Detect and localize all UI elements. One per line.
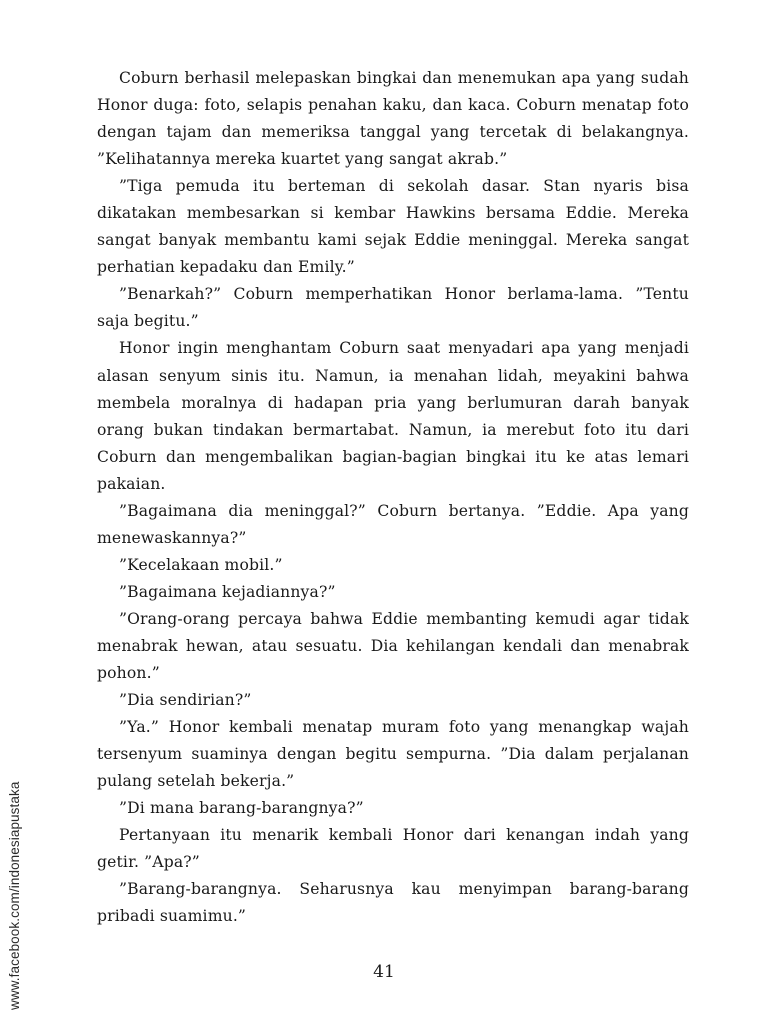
paragraph: Honor ingin menghantam Coburn saat menyadari apa yang menjadi alasan senyum sinis itu. Namun, ia menahan lidah, meyakini bahwa membela moralnya di hadapan pria yang berlumuran darah banyak orang bukan tindakan bermartabat. Namun, ia merebut foto itu dari Coburn dan mengembalikan bagian-bagian bingkai itu ke atas lemari pakaian. <box>97 339 689 493</box>
paragraph: ”Orang-orang percaya bahwa Eddie membanting kemudi agar tidak menabrak hewan, atau sesuatu. Dia kehilangan kendali dan menabrak pohon.” <box>97 609 689 683</box>
paragraph: Coburn berhasil melepaskan bingkai dan menemukan apa yang sudah Honor duga: foto, selapis penahan kaku, dan kaca. Coburn menatap foto dengan tajam dan memeriksa tanggal yang tercetak di belakangnya. ”Kelihatannya mereka kuartet yang sangat akrab.” <box>97 69 689 169</box>
watermark: www.facebook.com/indonesiapustaka <box>7 781 22 1010</box>
paragraph: ”Ya.” Honor kembali menatap muram foto yang menangkap wajah tersenyum suaminya dengan begitu sempurna. ”Dia dalam perjalanan pulang setelah bekerja.” <box>97 718 689 791</box>
paragraph: ”Benarkah?” Coburn memperhatikan Honor berlama-lama. ”Tentu saja begitu.” <box>97 285 689 331</box>
paragraph: ”Barang-barangnya. Seharusnya kau menyimpan barang-barang pribadi suamimu.” <box>97 880 689 926</box>
paragraph: ”Dia sendirian?” <box>119 691 252 710</box>
paragraph: ”Tiga pemuda itu berteman di sekolah dasar. Stan nyaris bisa dikatakan membesarkan si kembar Hawkins bersama Eddie. Mereka sangat banyak membantu kami sejak Eddie meninggal. Mereka sangat perhatian kepadaku dan Emily.” <box>97 177 689 277</box>
paragraph: ”Bagaimana dia meninggal?” Coburn bertanya. ”Eddie. Apa yang menewaskannya?” <box>97 501 689 547</box>
body-text <box>97 65 689 931</box>
paragraph: ”Bagaimana kejadiannya?” <box>119 582 336 601</box>
paragraph: ”Di mana barang-barangnya?” <box>119 799 364 818</box>
page-number: 41 <box>373 962 395 982</box>
paragraph: ”Kecelakaan mobil.” <box>119 555 283 574</box>
paragraph: Pertanyaan itu menarik kembali Honor dari kenangan indah yang getir. ”Apa?” <box>97 826 689 872</box>
